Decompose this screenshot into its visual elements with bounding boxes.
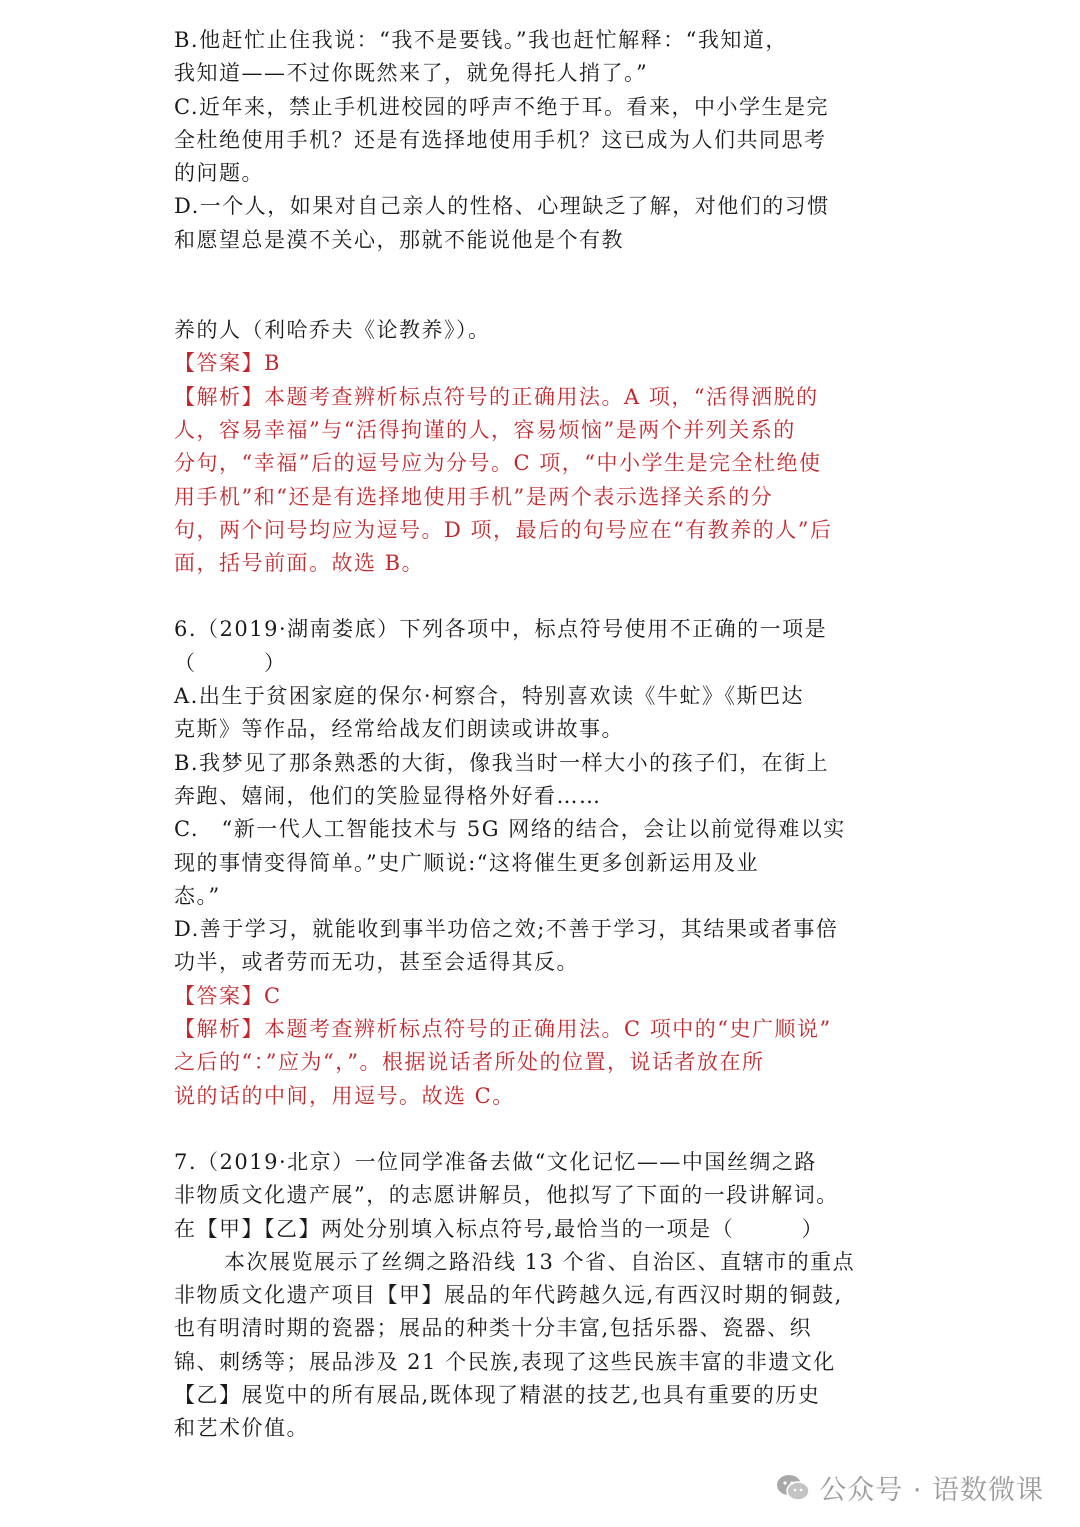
q5-analysis-line-3: 分句，“幸福”后的逗号应为分号。C 项，“中小学生是完全杜绝使	[174, 451, 822, 476]
q5-option-d-line-3: 养的人（利哈乔夫《论教养》）。	[174, 318, 491, 343]
q6-option-b-line-2: 奔跑、嬉闹，他们的笑脸显得格外好看……	[174, 783, 602, 808]
q7-passage-line-6: 和艺术价值。	[174, 1416, 309, 1441]
q6-option-d-line-2: 功半，或者劳而无功，甚至会适得其反。	[174, 950, 579, 975]
q7-passage-line-4: 锦、刺绣等；展品涉及 21 个民族,表现了这些民族丰富的非遗文化	[174, 1349, 836, 1374]
q6-stem-line-1: 6.（2019·湖南娄底）下列各项中，标点符号使用不正确的一项是	[174, 617, 828, 642]
q6-option-c-line-1: C. “新一代人工智能技术与 5G 网络的结合，会让以前觉得难以实	[174, 817, 846, 842]
q7-passage-line-3: 也有明清时期的瓷器；展品的种类十分丰富,包括乐器、瓷器、织	[174, 1316, 813, 1341]
q6-analysis-line-3: 说的话的中间，用逗号。故选 C。	[174, 1083, 515, 1108]
q5-analysis-line-2: 人，容易幸福”与“活得拘谨的人，容易烦恼”是两个并列关系的	[174, 417, 796, 442]
wechat-icon	[775, 1473, 811, 1503]
q6-option-c-line-3: 态。”	[174, 883, 221, 908]
q5-option-c-line-1: C.近年来，禁止手机进校园的呼声不绝于耳。看来，中小学生是完	[174, 94, 829, 119]
question-7	[174, 1146, 914, 1446]
q6-analysis-line-2: 之后的“：”应为“，”。根据说话者所处的位置，说话者放在所	[174, 1050, 765, 1075]
q5-analysis-line-4: 用手机”和“还是有选择地使用手机”是两个表示选择关系的分	[174, 484, 774, 509]
question-6	[174, 613, 914, 979]
question-gap	[174, 1113, 914, 1146]
q6-option-a-line-1: A.出生于贫困家庭的保尔·柯察合，特别喜欢读《牛虻》《斯巴达	[174, 684, 805, 709]
q7-passage-line-2: 非物质文化遗产项目【甲】展品的年代跨越久远,有西汉时期的铜鼓,	[174, 1283, 843, 1308]
q6-answer: 【答案】C	[174, 983, 282, 1008]
q6-stem-line-2: （ ）	[174, 650, 287, 675]
watermark-text: 公众号 · 语数微课	[819, 1475, 1044, 1506]
page-break-gap	[174, 257, 914, 314]
watermark	[775, 1468, 1044, 1507]
q5-option-c-line-3: 的问题。	[174, 161, 264, 186]
q7-passage-line-1: 本次展览展示了丝绸之路沿线 13 个省、自治区、直辖市的重点	[224, 1249, 856, 1274]
q5-option-b-line-2: 我知道——不过你既然来了，就免得托人捎了。”	[174, 61, 649, 86]
question-gap	[174, 580, 914, 613]
q6-option-b-line-1: B.我梦见了那条熟悉的大街，像我当时一样大小的孩子们，在街上	[174, 750, 830, 775]
q6-option-c-line-2: 现的事情变得简单。”史广顺说:“这将催生更多创新运用及业	[174, 850, 760, 875]
question-5-options	[174, 24, 914, 347]
q6-option-d-line-1: D.善于学习，就能收到事半功倍之效;不善于学习，其结果或者事倍	[174, 917, 839, 942]
q5-analysis-line-5: 句，两个问号均应为逗号。D 项，最后的句号应在“有教养的人”后	[174, 517, 833, 542]
question-6-answer-block	[174, 980, 914, 1113]
q7-stem-line-1: 7.（2019·北京）一位同学准备去做“文化记忆——中国丝绸之路	[174, 1149, 817, 1174]
document-page	[174, 24, 914, 1446]
q6-option-a-line-2: 克斯》等作品，经常给战友们朗读或讲故事。	[174, 717, 624, 742]
q5-option-c-line-2: 全杜绝使用手机？还是有选择地使用手机？这已成为人们共同思考	[174, 127, 827, 152]
q7-stem-line-3: 在【甲】【乙】两处分别填入标点符号,最恰当的一项是（ ）	[174, 1216, 825, 1241]
q5-analysis-line-6: 面，括号前面。故选 B。	[174, 551, 425, 576]
q7-stem-line-2: 非物质文化遗产展”，的志愿讲解员，他拟写了下面的一段讲解词。	[174, 1183, 839, 1208]
q5-answer: 【答案】B	[174, 351, 281, 376]
question-5-answer-block	[174, 347, 914, 580]
q5-option-b-line-1: B.他赶忙止住我说：“我不是要钱。”我也赶忙解释：“我知道，	[174, 28, 788, 52]
q6-analysis-line-1: 【解析】本题考查辨析标点符号的正确用法。C 项中的“史广顺说”	[174, 1017, 832, 1042]
q5-option-d-line-1: D.一个人，如果对自己亲人的性格、心理缺乏了解，对他们的习惯	[174, 194, 830, 219]
q5-option-d-line-2: 和愿望总是漠不关心，那就不能说他是个有教	[174, 227, 624, 252]
q7-passage-line-5: 【乙】展览中的所有展品,既体现了精湛的技艺,也具有重要的历史	[174, 1382, 821, 1407]
q5-analysis-line-1: 【解析】本题考查辨析标点符号的正确用法。A 项，“活得洒脱的	[174, 384, 819, 409]
